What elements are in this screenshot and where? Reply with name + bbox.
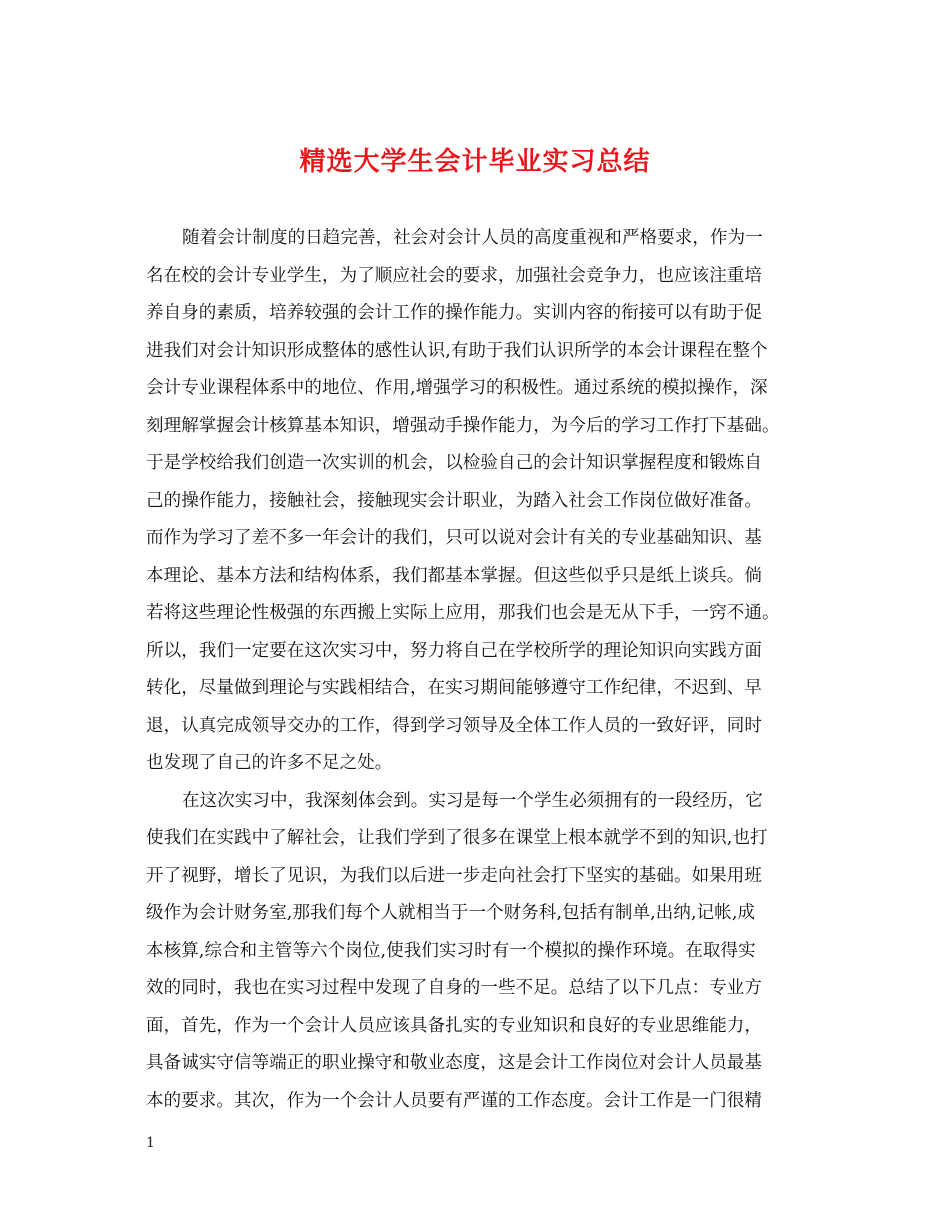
text-line: 名在校的会计专业学生，为了顺应社会的要求，加强社会竞争力，也应该注重培	[146, 265, 762, 286]
text-line: 养自身的素质，培养较强的会计工作的操作能力。实训内容的衔接可以有助于促	[146, 303, 762, 323]
text-line: 转化，尽量做到理论与实践相结合，在实习期间能够遵守工作纪律，不迟到、早	[146, 678, 762, 698]
text-line: 所以，我们一定要在这次实习中，努力将自己在学校所学的理论知识向实践方面	[146, 640, 762, 661]
page-number: 1	[146, 1135, 155, 1151]
document-body	[146, 220, 806, 1120]
text-line: 进我们对会计知识形成整体的感性认识,有助于我们认识所学的本会计课程在整个	[146, 340, 768, 361]
text-line: 本核算,综合和主管等六个岗位,使我们实习时有一个模拟的操作环境。在取得实	[146, 940, 756, 961]
text-line: 效的同时，我也在实习过程中发现了自身的一些不足。总结了以下几点：专业方	[146, 978, 762, 998]
text-line: 本的要求。其次，作为一个会计人员要有严谨的工作态度。会计工作是一门很精	[146, 1090, 762, 1111]
text-line: 刻理解掌握会计核算基本知识，增强动手操作能力，为今后的学习工作打下基础。	[146, 415, 780, 436]
text-line: 退，认真完成领导交办的工作，得到学习领导及全体工作人员的一致好评，同时	[146, 715, 762, 736]
text-line: 具备诚实守信等端正的职业操守和敬业态度，这是会计工作岗位对会计人员最基	[146, 1053, 762, 1073]
text-line: 级作为会计财务室,那我们每个人就相当于一个财务科,包括有制单,出纳,记帐,成	[146, 903, 756, 923]
document-title: 精选大学生会计毕业实习总结	[299, 147, 651, 177]
text-line: 面，首先，作为一个会计人员应该具备扎实的专业知识和良好的专业思维能力，	[146, 1015, 762, 1036]
text-line: 也发现了自己的许多不足之处。	[146, 753, 393, 773]
text-line: 于是学校给我们创造一次实训的机会，以检验自己的会计知识掌握程度和锻炼自	[146, 453, 762, 473]
text-line: 若将这些理论性极强的东西搬上实际上应用，那我们也会是无从下手，一窍不通。	[146, 603, 780, 623]
text-line: 己的操作能力，接触社会，接触现实会计职业，为踏入社会工作岗位做好准备。	[146, 490, 762, 511]
text-line: 开了视野，增长了见识，为我们以后进一步走向社会打下坚实的基础。如果用班	[146, 865, 762, 886]
text-line: 本理论、基本方法和结构体系，我们都基本掌握。但这些似乎只是纸上谈兵。倘	[146, 565, 762, 586]
text-line: 会计专业课程体系中的地位、作用,增强学习的积极性。通过系统的模拟操作，深	[146, 378, 768, 398]
paragraph-2	[146, 783, 806, 1121]
text-line: 随着会计制度的日趋完善，社会对会计人员的高度重视和严格要求，作为一	[182, 228, 763, 248]
text-line: 而作为学习了差不多一年会计的我们，只可以说对会计有关的专业基础知识、基	[146, 528, 762, 548]
paragraph-1	[146, 220, 806, 783]
text-line: 使我们在实践中了解社会，让我们学到了很多在课堂上根本就学不到的知识,也打	[146, 828, 768, 848]
text-line: 在这次实习中，我深刻体会到。实习是每一个学生必须拥有的一段经历，它	[182, 790, 763, 811]
